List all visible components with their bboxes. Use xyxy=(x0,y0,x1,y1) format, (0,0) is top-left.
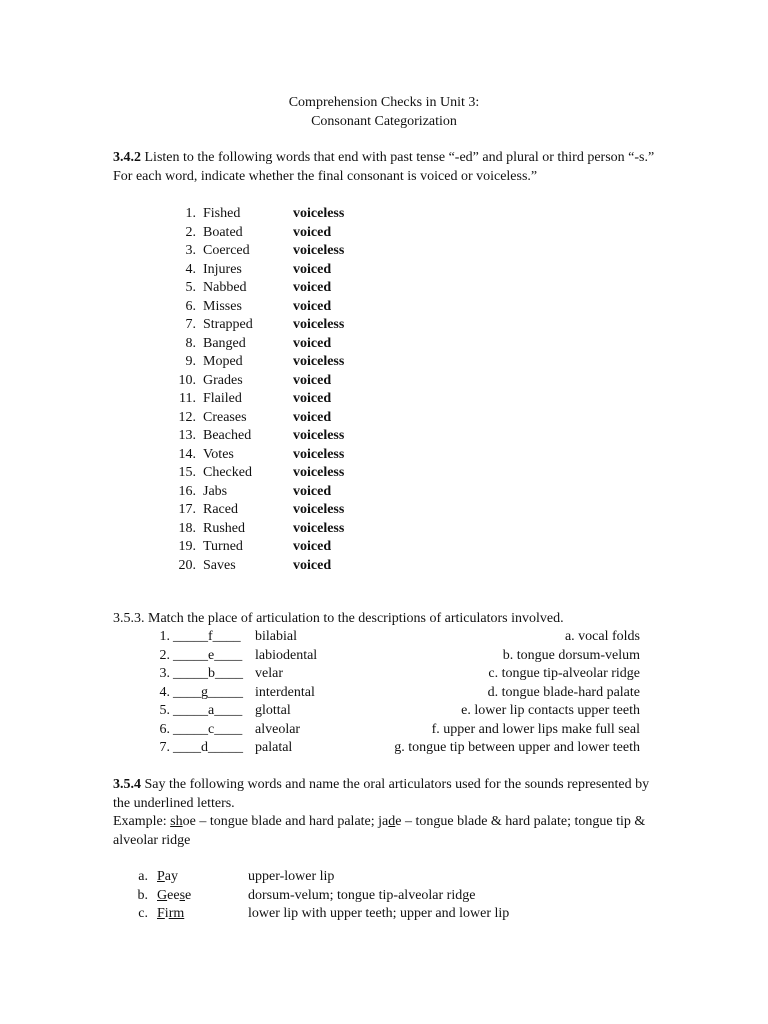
item-answer: voiceless xyxy=(293,465,345,480)
item-answer: voiceless xyxy=(293,206,345,221)
example-middle-text: – tongue blade and hard palate; xyxy=(195,814,379,829)
item-number: 15. xyxy=(178,465,196,480)
item-number: 16. xyxy=(178,483,196,499)
match-description: e. lower lip contacts upper teeth xyxy=(461,703,640,718)
item-number: 8. xyxy=(185,335,196,351)
item-answer: voiced xyxy=(293,483,332,499)
item-word: Creases xyxy=(203,409,247,425)
item-number: 11. xyxy=(179,391,196,406)
item-answer: voiceless xyxy=(293,446,345,462)
item-word: Banged xyxy=(203,335,246,351)
match-number: 5. xyxy=(159,703,170,718)
match-answer-blank: _____a____ xyxy=(173,703,243,718)
section-354-number: 3.5.4 xyxy=(113,777,141,792)
example-word-jade: jade xyxy=(378,814,402,829)
item-number: 14. xyxy=(178,446,196,462)
item-number: 10. xyxy=(178,372,196,388)
item-word: Boated xyxy=(203,224,243,240)
item-number: 17. xyxy=(178,502,196,517)
item-word: Strapped xyxy=(203,317,253,332)
page-title-line-1: Comprehension Checks in Unit 3: xyxy=(288,95,480,110)
match-number: 6. xyxy=(159,721,170,737)
item-word: Jabs xyxy=(203,483,228,499)
match-answer-blank: _____f____ xyxy=(173,629,241,644)
section-354-text: Say the following words and name the oral articulators used for the sounds represented by the underlined letters. xyxy=(113,777,650,811)
item-word: Nabbed xyxy=(203,280,247,295)
item-answer: voiced xyxy=(293,539,332,554)
match-number: 2. xyxy=(159,647,170,663)
row-answer: lower lip with upper teeth; upper and lower lip xyxy=(248,906,510,921)
item-number: 4. xyxy=(185,261,196,277)
item-number: 20. xyxy=(178,557,196,573)
item-answer: voiced xyxy=(293,335,332,351)
match-description: g. tongue tip between upper and lower teeth xyxy=(394,740,640,755)
item-word: Misses xyxy=(203,298,242,314)
item-answer: voiceless xyxy=(293,502,345,517)
articulator-row xyxy=(0,868,768,887)
item-word: Moped xyxy=(203,354,243,369)
match-answer-blank: _____e____ xyxy=(173,647,243,663)
item-number: 1. xyxy=(185,206,196,221)
match-description: c. tongue tip-alveolar ridge xyxy=(488,666,640,681)
example-label: Example: xyxy=(113,814,167,829)
item-word: Raced xyxy=(203,502,238,517)
match-number: 7. xyxy=(159,740,170,755)
item-word: Rushed xyxy=(203,520,245,536)
item-number: 12. xyxy=(178,409,196,425)
item-answer: voiced xyxy=(293,261,332,277)
match-row xyxy=(0,628,768,647)
item-answer: voiced xyxy=(293,391,332,406)
item-word: Flailed xyxy=(203,391,242,406)
item-word: Turned xyxy=(203,539,243,554)
match-row xyxy=(0,684,768,703)
row-word: Geese xyxy=(157,887,192,903)
match-row xyxy=(0,739,768,758)
section-342-number: 3.4.2 xyxy=(113,150,141,165)
item-answer: voiced xyxy=(293,224,332,240)
row-letter: c. xyxy=(138,906,148,921)
item-number: 6. xyxy=(185,298,196,314)
item-answer: voiced xyxy=(293,557,332,573)
item-word: Checked xyxy=(203,465,252,480)
match-place: velar xyxy=(255,666,283,681)
match-number: 1. xyxy=(159,629,170,644)
match-row xyxy=(0,647,768,666)
match-place: bilabial xyxy=(255,629,297,644)
item-number: 2. xyxy=(185,224,196,240)
item-word: Saves xyxy=(203,557,236,573)
item-answer: voiced xyxy=(293,280,332,295)
match-place: labiodental xyxy=(255,647,318,663)
item-answer: voiced xyxy=(293,372,332,388)
item-answer: voiceless xyxy=(293,354,345,369)
item-answer: voiceless xyxy=(293,428,345,443)
match-description: d. tongue blade-hard palate xyxy=(487,684,640,700)
item-word: Coerced xyxy=(203,243,250,258)
item-number: 5. xyxy=(185,280,196,295)
row-answer: upper-lower lip xyxy=(248,869,335,884)
articulator-row xyxy=(0,905,768,924)
item-word: Votes xyxy=(203,446,234,462)
page-title-line-2: Consonant Categorization xyxy=(311,114,457,129)
item-number: 13. xyxy=(178,428,196,443)
example-word-shoe: shoe xyxy=(170,814,196,829)
section-342-text: Listen to the following words that end with past tense “-ed” and plural or third person “-s.” For each word, indicate whether the final consonant is voiced or voiceless.” xyxy=(113,150,655,184)
item-number: 9. xyxy=(185,354,196,369)
match-answer-blank: _____b____ xyxy=(173,666,243,681)
item-answer: voiceless xyxy=(293,317,345,332)
section-353-heading: 3.5.3. Match the place of articulation to the descriptions of articulators involved. xyxy=(113,611,564,626)
item-word: Injures xyxy=(203,261,242,277)
match-place: glottal xyxy=(255,703,291,718)
match-place: interdental xyxy=(255,684,315,700)
match-answer-blank: _____c____ xyxy=(173,721,243,737)
match-row xyxy=(0,702,768,721)
match-row xyxy=(0,721,768,740)
row-word: Firm xyxy=(157,906,185,921)
example-tail-text: – tongue blade & hard palate; tongue tip & alveolar ridge xyxy=(113,814,646,848)
item-answer: voiceless xyxy=(293,243,345,258)
section-342-instructions xyxy=(113,149,658,186)
row-answer: dorsum-velum; tongue tip-alveolar ridge xyxy=(248,887,476,903)
item-number: 7. xyxy=(185,317,196,332)
item-answer: voiceless xyxy=(293,520,345,536)
item-answer: voiced xyxy=(293,409,332,425)
item-number: 19. xyxy=(178,539,196,554)
match-row xyxy=(0,665,768,684)
match-description: f. upper and lower lips make full seal xyxy=(431,721,640,737)
match-number: 4. xyxy=(159,684,170,700)
row-letter: a. xyxy=(138,869,148,884)
row-letter: b. xyxy=(137,887,148,903)
item-number: 3. xyxy=(185,243,196,258)
match-place: alveolar xyxy=(255,721,301,737)
match-number: 3. xyxy=(159,666,170,681)
match-place: palatal xyxy=(255,740,293,755)
item-answer: voiced xyxy=(293,298,332,314)
item-word: Grades xyxy=(203,372,243,388)
match-description: a. vocal folds xyxy=(564,629,640,644)
row-word: Pay xyxy=(157,869,179,884)
match-answer-blank: ____d_____ xyxy=(173,740,243,755)
item-word: Beached xyxy=(203,428,252,443)
section-354-instructions xyxy=(113,776,658,850)
item-word: Fished xyxy=(203,206,241,221)
item-number: 18. xyxy=(178,520,196,536)
match-answer-blank: ____g_____ xyxy=(173,684,243,700)
match-description: b. tongue dorsum-velum xyxy=(502,647,640,663)
articulator-row xyxy=(0,887,768,906)
